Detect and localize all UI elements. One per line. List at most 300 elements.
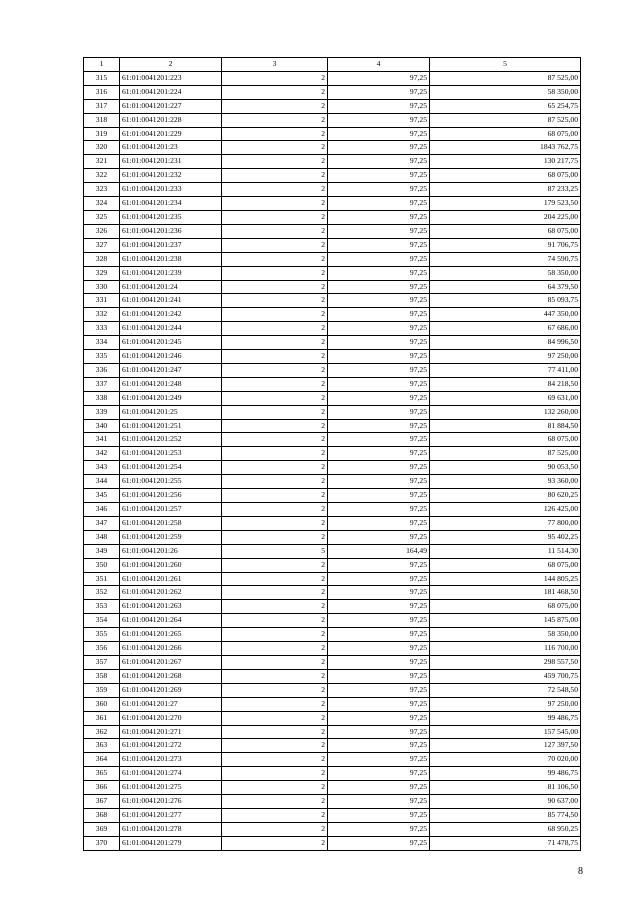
value-cell: 1843 762,75 (430, 141, 581, 155)
row-number-cell: 367 (84, 795, 120, 809)
table-row (84, 725, 581, 739)
quantity-cell: 2 (222, 224, 328, 238)
table-row (84, 224, 581, 238)
table-row (84, 753, 581, 767)
cadastral-number-cell: 61:01:0041201:268 (120, 669, 222, 683)
value-cell: 87 525,00 (430, 71, 581, 85)
row-number-cell: 369 (84, 822, 120, 836)
value-cell: 64 379,50 (430, 280, 581, 294)
table-row (84, 461, 581, 475)
area-cell: 97,25 (328, 169, 430, 183)
row-number-cell: 351 (84, 572, 120, 586)
value-cell: 99 486,75 (430, 711, 581, 725)
quantity-cell: 2 (222, 197, 328, 211)
quantity-cell: 2 (222, 614, 328, 628)
cadastral-number-cell: 61:01:0041201:25 (120, 405, 222, 419)
quantity-cell: 2 (222, 697, 328, 711)
column-header-3: 3 (222, 58, 328, 72)
quantity-cell: 2 (222, 781, 328, 795)
table-row (84, 405, 581, 419)
area-cell: 97,25 (328, 294, 430, 308)
cadastral-number-cell: 61:01:0041201:233 (120, 183, 222, 197)
table-row (84, 600, 581, 614)
row-number-cell: 362 (84, 725, 120, 739)
area-cell: 97,25 (328, 795, 430, 809)
quantity-cell: 2 (222, 711, 328, 725)
cadastral-number-cell: 61:01:0041201:265 (120, 628, 222, 642)
area-cell: 97,25 (328, 266, 430, 280)
quantity-cell: 2 (222, 294, 328, 308)
value-cell: 127 397,50 (430, 739, 581, 753)
cadastral-number-cell: 61:01:0041201:259 (120, 530, 222, 544)
value-cell: 77 411,00 (430, 363, 581, 377)
data-table (83, 57, 581, 851)
cadastral-number-cell: 61:01:0041201:241 (120, 294, 222, 308)
table-row (84, 280, 581, 294)
cadastral-number-cell: 61:01:0041201:274 (120, 767, 222, 781)
row-number-cell: 368 (84, 808, 120, 822)
cadastral-number-cell: 61:01:0041201:24 (120, 280, 222, 294)
value-cell: 84 218,50 (430, 377, 581, 391)
cadastral-number-cell: 61:01:0041201:266 (120, 642, 222, 656)
row-number-cell: 315 (84, 71, 120, 85)
table-header-row (84, 58, 581, 72)
area-cell: 97,25 (328, 363, 430, 377)
value-cell: 11 514,30 (430, 544, 581, 558)
area-cell: 97,25 (328, 350, 430, 364)
cadastral-number-cell: 61:01:0041201:263 (120, 600, 222, 614)
value-cell: 58 350,00 (430, 628, 581, 642)
value-cell: 65 254,75 (430, 99, 581, 113)
area-cell: 97,25 (328, 530, 430, 544)
area-cell: 97,25 (328, 447, 430, 461)
quantity-cell: 2 (222, 461, 328, 475)
table-body (84, 71, 581, 850)
table-row (84, 711, 581, 725)
table-row (84, 419, 581, 433)
value-cell: 132 260,00 (430, 405, 581, 419)
quantity-cell: 2 (222, 433, 328, 447)
value-cell: 145 875,00 (430, 614, 581, 628)
row-number-cell: 345 (84, 489, 120, 503)
table-row (84, 433, 581, 447)
quantity-cell: 2 (222, 155, 328, 169)
cadastral-number-cell: 61:01:0041201:264 (120, 614, 222, 628)
cadastral-number-cell: 61:01:0041201:277 (120, 808, 222, 822)
table-row (84, 781, 581, 795)
table-row (84, 655, 581, 669)
cadastral-number-cell: 61:01:0041201:223 (120, 71, 222, 85)
area-cell: 97,25 (328, 642, 430, 656)
quantity-cell: 2 (222, 322, 328, 336)
cadastral-number-cell: 61:01:0041201:232 (120, 169, 222, 183)
quantity-cell: 2 (222, 391, 328, 405)
table-row (84, 127, 581, 141)
value-cell: 68 075,00 (430, 558, 581, 572)
value-cell: 67 686,00 (430, 322, 581, 336)
quantity-cell: 2 (222, 642, 328, 656)
cadastral-number-cell: 61:01:0041201:257 (120, 503, 222, 517)
row-number-cell: 316 (84, 85, 120, 99)
row-number-cell: 323 (84, 183, 120, 197)
value-cell: 95 402,25 (430, 530, 581, 544)
quantity-cell: 2 (222, 238, 328, 252)
row-number-cell: 344 (84, 475, 120, 489)
area-cell: 97,25 (328, 210, 430, 224)
cadastral-number-cell: 61:01:0041201:236 (120, 224, 222, 238)
table-row (84, 336, 581, 350)
table-row (84, 308, 581, 322)
cadastral-number-cell: 61:01:0041201:248 (120, 377, 222, 391)
value-cell: 58 350,00 (430, 85, 581, 99)
quantity-cell: 2 (222, 572, 328, 586)
value-cell: 87 525,00 (430, 113, 581, 127)
value-cell: 97 250,00 (430, 350, 581, 364)
area-cell: 97,25 (328, 127, 430, 141)
cadastral-number-cell: 61:01:0041201:234 (120, 197, 222, 211)
document-page (83, 57, 580, 851)
table-row (84, 669, 581, 683)
area-cell: 164,49 (328, 544, 430, 558)
value-cell: 87 233,25 (430, 183, 581, 197)
area-cell: 97,25 (328, 85, 430, 99)
cadastral-number-cell: 61:01:0041201:228 (120, 113, 222, 127)
cadastral-number-cell: 61:01:0041201:245 (120, 336, 222, 350)
quantity-cell: 2 (222, 586, 328, 600)
table-row (84, 530, 581, 544)
table-row (84, 363, 581, 377)
row-number-cell: 334 (84, 336, 120, 350)
value-cell: 204 225,00 (430, 210, 581, 224)
area-cell: 97,25 (328, 489, 430, 503)
cadastral-number-cell: 61:01:0041201:242 (120, 308, 222, 322)
quantity-cell: 2 (222, 836, 328, 850)
cadastral-number-cell: 61:01:0041201:231 (120, 155, 222, 169)
area-cell: 97,25 (328, 628, 430, 642)
column-header-5: 5 (430, 58, 581, 72)
area-cell: 97,25 (328, 141, 430, 155)
value-cell: 77 800,00 (430, 516, 581, 530)
area-cell: 97,25 (328, 683, 430, 697)
table-row (84, 503, 581, 517)
table-row (84, 85, 581, 99)
row-number-cell: 357 (84, 655, 120, 669)
cadastral-number-cell: 61:01:0041201:271 (120, 725, 222, 739)
value-cell: 144 805,25 (430, 572, 581, 586)
row-number-cell: 320 (84, 141, 120, 155)
value-cell: 70 020,00 (430, 753, 581, 767)
table-row (84, 266, 581, 280)
cadastral-number-cell: 61:01:0041201:258 (120, 516, 222, 530)
quantity-cell: 2 (222, 308, 328, 322)
row-number-cell: 348 (84, 530, 120, 544)
table-row (84, 822, 581, 836)
area-cell: 97,25 (328, 238, 430, 252)
row-number-cell: 331 (84, 294, 120, 308)
row-number-cell: 318 (84, 113, 120, 127)
quantity-cell: 2 (222, 113, 328, 127)
quantity-cell: 2 (222, 795, 328, 809)
area-cell: 97,25 (328, 739, 430, 753)
row-number-cell: 339 (84, 405, 120, 419)
quantity-cell: 2 (222, 767, 328, 781)
cadastral-number-cell: 61:01:0041201:276 (120, 795, 222, 809)
table-row (84, 113, 581, 127)
area-cell: 97,25 (328, 461, 430, 475)
quantity-cell: 5 (222, 544, 328, 558)
page-number: 8 (578, 866, 583, 877)
area-cell: 97,25 (328, 558, 430, 572)
quantity-cell: 2 (222, 447, 328, 461)
column-header-1: 1 (84, 58, 120, 72)
row-number-cell: 358 (84, 669, 120, 683)
area-cell: 97,25 (328, 808, 430, 822)
table-row (84, 71, 581, 85)
row-number-cell: 365 (84, 767, 120, 781)
area-cell: 97,25 (328, 322, 430, 336)
column-header-4: 4 (328, 58, 430, 72)
value-cell: 68 950,25 (430, 822, 581, 836)
row-number-cell: 335 (84, 350, 120, 364)
quantity-cell: 2 (222, 363, 328, 377)
table-row (84, 836, 581, 850)
area-cell: 97,25 (328, 753, 430, 767)
quantity-cell: 2 (222, 669, 328, 683)
area-cell: 97,25 (328, 308, 430, 322)
area-cell: 97,25 (328, 586, 430, 600)
cadastral-number-cell: 61:01:0041201:273 (120, 753, 222, 767)
column-header-2: 2 (120, 58, 222, 72)
value-cell: 93 360,00 (430, 475, 581, 489)
cadastral-number-cell: 61:01:0041201:256 (120, 489, 222, 503)
area-cell: 97,25 (328, 252, 430, 266)
quantity-cell: 2 (222, 419, 328, 433)
quantity-cell: 2 (222, 516, 328, 530)
table-row (84, 628, 581, 642)
table-row (84, 475, 581, 489)
area-cell: 97,25 (328, 405, 430, 419)
row-number-cell: 333 (84, 322, 120, 336)
cadastral-number-cell: 61:01:0041201:275 (120, 781, 222, 795)
quantity-cell: 2 (222, 405, 328, 419)
cadastral-number-cell: 61:01:0041201:260 (120, 558, 222, 572)
table-row (84, 294, 581, 308)
area-cell: 97,25 (328, 655, 430, 669)
table-row (84, 391, 581, 405)
value-cell: 71 478,75 (430, 836, 581, 850)
value-cell: 298 557,50 (430, 655, 581, 669)
table-row (84, 350, 581, 364)
quantity-cell: 2 (222, 683, 328, 697)
area-cell: 97,25 (328, 419, 430, 433)
value-cell: 447 350,00 (430, 308, 581, 322)
quantity-cell: 2 (222, 85, 328, 99)
value-cell: 68 075,00 (430, 224, 581, 238)
cadastral-number-cell: 61:01:0041201:267 (120, 655, 222, 669)
area-cell: 97,25 (328, 711, 430, 725)
table-row (84, 141, 581, 155)
row-number-cell: 366 (84, 781, 120, 795)
value-cell: 68 075,00 (430, 127, 581, 141)
area-cell: 97,25 (328, 725, 430, 739)
area-cell: 97,25 (328, 600, 430, 614)
quantity-cell: 2 (222, 183, 328, 197)
cadastral-number-cell: 61:01:0041201:279 (120, 836, 222, 850)
quantity-cell: 2 (222, 628, 328, 642)
value-cell: 68 075,00 (430, 600, 581, 614)
quantity-cell: 2 (222, 558, 328, 572)
area-cell: 97,25 (328, 155, 430, 169)
value-cell: 459 700,75 (430, 669, 581, 683)
cadastral-number-cell: 61:01:0041201:272 (120, 739, 222, 753)
area-cell: 97,25 (328, 503, 430, 517)
row-number-cell: 322 (84, 169, 120, 183)
value-cell: 58 350,00 (430, 266, 581, 280)
area-cell: 97,25 (328, 336, 430, 350)
cadastral-number-cell: 61:01:0041201:249 (120, 391, 222, 405)
value-cell: 90 637,00 (430, 795, 581, 809)
quantity-cell: 2 (222, 127, 328, 141)
quantity-cell: 2 (222, 141, 328, 155)
cadastral-number-cell: 61:01:0041201:229 (120, 127, 222, 141)
row-number-cell: 332 (84, 308, 120, 322)
table-row (84, 572, 581, 586)
cadastral-number-cell: 61:01:0041201:23 (120, 141, 222, 155)
cadastral-number-cell: 61:01:0041201:254 (120, 461, 222, 475)
quantity-cell: 2 (222, 350, 328, 364)
row-number-cell: 340 (84, 419, 120, 433)
row-number-cell: 328 (84, 252, 120, 266)
table-row (84, 739, 581, 753)
value-cell: 179 523,50 (430, 197, 581, 211)
quantity-cell: 2 (222, 99, 328, 113)
cadastral-number-cell: 61:01:0041201:253 (120, 447, 222, 461)
row-number-cell: 317 (84, 99, 120, 113)
quantity-cell: 2 (222, 266, 328, 280)
row-number-cell: 319 (84, 127, 120, 141)
value-cell: 99 486,75 (430, 767, 581, 781)
cadastral-number-cell: 61:01:0041201:262 (120, 586, 222, 600)
table-row (84, 795, 581, 809)
area-cell: 97,25 (328, 433, 430, 447)
value-cell: 81 106,50 (430, 781, 581, 795)
table-row (84, 210, 581, 224)
value-cell: 69 631,00 (430, 391, 581, 405)
quantity-cell: 2 (222, 377, 328, 391)
row-number-cell: 330 (84, 280, 120, 294)
row-number-cell: 370 (84, 836, 120, 850)
row-number-cell: 347 (84, 516, 120, 530)
row-number-cell: 354 (84, 614, 120, 628)
value-cell: 87 525,00 (430, 447, 581, 461)
quantity-cell: 2 (222, 725, 328, 739)
cadastral-number-cell: 61:01:0041201:235 (120, 210, 222, 224)
table-row (84, 252, 581, 266)
value-cell: 74 590,75 (430, 252, 581, 266)
row-number-cell: 327 (84, 238, 120, 252)
area-cell: 97,25 (328, 516, 430, 530)
table-row (84, 544, 581, 558)
row-number-cell: 346 (84, 503, 120, 517)
quantity-cell: 2 (222, 210, 328, 224)
quantity-cell: 2 (222, 336, 328, 350)
area-cell: 97,25 (328, 614, 430, 628)
row-number-cell: 329 (84, 266, 120, 280)
table-row (84, 155, 581, 169)
value-cell: 157 545,00 (430, 725, 581, 739)
row-number-cell: 325 (84, 210, 120, 224)
quantity-cell: 2 (222, 503, 328, 517)
value-cell: 90 053,50 (430, 461, 581, 475)
value-cell: 130 217,75 (430, 155, 581, 169)
area-cell: 97,25 (328, 71, 430, 85)
cadastral-number-cell: 61:01:0041201:26 (120, 544, 222, 558)
value-cell: 84 996,50 (430, 336, 581, 350)
value-cell: 81 884,50 (430, 419, 581, 433)
quantity-cell: 2 (222, 739, 328, 753)
area-cell: 97,25 (328, 669, 430, 683)
quantity-cell: 2 (222, 71, 328, 85)
value-cell: 80 620,25 (430, 489, 581, 503)
table-row (84, 322, 581, 336)
table-row (84, 99, 581, 113)
cadastral-number-cell: 61:01:0041201:269 (120, 683, 222, 697)
area-cell: 97,25 (328, 280, 430, 294)
row-number-cell: 364 (84, 753, 120, 767)
cadastral-number-cell: 61:01:0041201:255 (120, 475, 222, 489)
row-number-cell: 342 (84, 447, 120, 461)
cadastral-number-cell: 61:01:0041201:227 (120, 99, 222, 113)
table-row (84, 683, 581, 697)
quantity-cell: 2 (222, 808, 328, 822)
value-cell: 68 075,00 (430, 433, 581, 447)
area-cell: 97,25 (328, 391, 430, 405)
row-number-cell: 341 (84, 433, 120, 447)
table-row (84, 238, 581, 252)
area-cell: 97,25 (328, 781, 430, 795)
cadastral-number-cell: 61:01:0041201:278 (120, 822, 222, 836)
value-cell: 68 075,00 (430, 169, 581, 183)
quantity-cell: 2 (222, 600, 328, 614)
area-cell: 97,25 (328, 836, 430, 850)
row-number-cell: 324 (84, 197, 120, 211)
cadastral-number-cell: 61:01:0041201:239 (120, 266, 222, 280)
cadastral-number-cell: 61:01:0041201:244 (120, 322, 222, 336)
row-number-cell: 350 (84, 558, 120, 572)
area-cell: 97,25 (328, 183, 430, 197)
value-cell: 116 700,00 (430, 642, 581, 656)
table-row (84, 516, 581, 530)
area-cell: 97,25 (328, 475, 430, 489)
value-cell: 126 425,00 (430, 503, 581, 517)
value-cell: 72 548,50 (430, 683, 581, 697)
row-number-cell: 326 (84, 224, 120, 238)
cadastral-number-cell: 61:01:0041201:247 (120, 363, 222, 377)
row-number-cell: 321 (84, 155, 120, 169)
table-row (84, 183, 581, 197)
quantity-cell: 2 (222, 753, 328, 767)
cadastral-number-cell: 61:01:0041201:237 (120, 238, 222, 252)
quantity-cell: 2 (222, 655, 328, 669)
value-cell: 97 250,00 (430, 697, 581, 711)
row-number-cell: 336 (84, 363, 120, 377)
row-number-cell: 359 (84, 683, 120, 697)
row-number-cell: 353 (84, 600, 120, 614)
table-row (84, 614, 581, 628)
area-cell: 97,25 (328, 822, 430, 836)
quantity-cell: 2 (222, 475, 328, 489)
row-number-cell: 355 (84, 628, 120, 642)
